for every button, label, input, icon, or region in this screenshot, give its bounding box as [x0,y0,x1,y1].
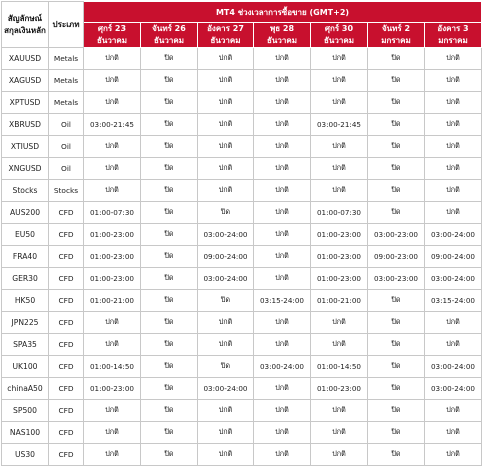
schedule-cell: ปกติ [84,422,141,444]
schedule-cell: ปกติ [311,400,368,422]
schedule-cell: ปกติ [425,422,482,444]
schedule-cell: 01:00-23:00 [84,268,141,290]
schedule-cell: ปกติ [254,202,311,224]
symbol-cell: FRA40 [2,246,49,268]
table-body [2,48,482,466]
schedule-cell: ปกติ [84,444,141,466]
type-cell: CFD [49,246,84,268]
schedule-cell: 01:00-23:00 [84,246,141,268]
schedule-cell: ปกติ [425,158,482,180]
schedule-cell: ปกติ [254,136,311,158]
table-row [2,334,482,356]
type-cell: CFD [49,312,84,334]
table-title: MT4 ช่วงเวลาการซื้อขาย (GMT+2) [84,2,482,23]
symbol-cell: XPTUSD [2,92,49,114]
type-cell: CFD [49,290,84,312]
table-row [2,246,482,268]
schedule-cell: ปิด [141,114,198,136]
schedule-cell: ปกติ [311,48,368,70]
symbol-column-header: สัญลักษณ์ สกุลเงินหลัก [2,2,49,48]
schedule-cell: ปิด [141,268,198,290]
schedule-cell: 01:00-23:00 [311,378,368,400]
schedule-cell: ปกติ [425,444,482,466]
schedule-cell: ปกติ [84,334,141,356]
schedule-cell: ปกติ [425,180,482,202]
schedule-cell: ปกติ [198,158,254,180]
schedule-cell: ปกติ [254,334,311,356]
day-header-mon-2: จันทร์ 2 มกราคม [368,23,425,48]
schedule-cell: ปิด [141,400,198,422]
symbol-cell: chinaA50 [2,378,49,400]
table-row [2,400,482,422]
schedule-cell: ปกติ [254,92,311,114]
schedule-cell: ปิด [368,312,425,334]
schedule-cell: ปกติ [254,400,311,422]
schedule-cell: 03:00-24:00 [198,268,254,290]
schedule-cell: 03:00-24:00 [425,224,482,246]
schedule-cell: ปกติ [425,136,482,158]
schedule-cell: ปิด [368,48,425,70]
schedule-cell: ปิด [141,224,198,246]
table-row [2,158,482,180]
schedule-cell: 01:00-21:00 [311,290,368,312]
type-cell: Oil [49,158,84,180]
schedule-cell: ปกติ [254,422,311,444]
schedule-cell: ปกติ [311,180,368,202]
schedule-cell: 03:00-24:00 [425,378,482,400]
schedule-cell: ปกติ [425,202,482,224]
schedule-cell: ปิด [198,290,254,312]
schedule-cell: ปกติ [198,180,254,202]
table-row [2,202,482,224]
symbol-cell: GER30 [2,268,49,290]
schedule-cell: ปกติ [84,312,141,334]
schedule-cell: ปกติ [311,312,368,334]
type-cell: Metals [49,48,84,70]
schedule-cell: ปิด [198,356,254,378]
schedule-cell: 09:00-24:00 [198,246,254,268]
schedule-cell: ปิด [141,92,198,114]
table-row [2,224,482,246]
schedule-cell: ปกติ [425,92,482,114]
schedule-cell: ปกติ [84,92,141,114]
schedule-cell: 03:15-24:00 [425,290,482,312]
schedule-cell: ปกติ [198,312,254,334]
schedule-cell: ปกติ [84,180,141,202]
schedule-cell: ปิด [368,422,425,444]
schedule-cell: 03:00-23:00 [368,224,425,246]
schedule-cell: 03:15-24:00 [254,290,311,312]
schedule-cell: ปิด [141,444,198,466]
symbol-cell: XNGUSD [2,158,49,180]
table-row [2,268,482,290]
schedule-cell: ปกติ [198,334,254,356]
schedule-cell: ปกติ [311,92,368,114]
schedule-cell: ปิด [368,180,425,202]
schedule-cell: 03:00-24:00 [425,356,482,378]
table-row [2,378,482,400]
schedule-cell: ปิด [141,378,198,400]
schedule-cell: ปกติ [84,158,141,180]
schedule-cell: ปกติ [425,312,482,334]
symbol-cell: JPN225 [2,312,49,334]
symbol-cell: XAGUSD [2,70,49,92]
schedule-cell: ปิด [141,70,198,92]
type-cell: Oil [49,136,84,158]
schedule-cell: ปกติ [254,48,311,70]
symbol-cell: US30 [2,444,49,466]
schedule-cell: 01:00-23:00 [84,224,141,246]
type-cell: Oil [49,114,84,136]
schedule-cell: ปิด [368,356,425,378]
schedule-cell: ปิด [368,444,425,466]
table-row [2,70,482,92]
schedule-cell: ปกติ [254,224,311,246]
schedule-cell: ปิด [141,312,198,334]
schedule-cell: ปกติ [254,70,311,92]
table-row [2,356,482,378]
symbol-cell: XAUUSD [2,48,49,70]
schedule-cell: ปกติ [254,180,311,202]
schedule-cell: ปกติ [254,268,311,290]
schedule-cell: ปิด [368,114,425,136]
schedule-cell: ปกติ [311,444,368,466]
schedule-cell: ปกติ [198,136,254,158]
type-column-header: ประเภท [49,2,84,48]
schedule-cell: ปกติ [198,114,254,136]
day-header-fri-30: ศุกร์ 30 ธันวาคม [311,23,368,48]
schedule-cell: ปกติ [198,444,254,466]
schedule-cell: ปิด [368,158,425,180]
schedule-cell: ปกติ [311,158,368,180]
schedule-cell: ปิด [141,246,198,268]
schedule-cell: 01:00-07:30 [84,202,141,224]
trading-hours-table [1,1,482,466]
table-row [2,180,482,202]
symbol-cell: SPA35 [2,334,49,356]
schedule-cell: ปิด [368,378,425,400]
schedule-cell: ปิด [141,290,198,312]
schedule-cell: ปิด [141,48,198,70]
schedule-cell: 03:00-24:00 [198,378,254,400]
schedule-cell: ปกติ [311,70,368,92]
schedule-cell: ปิด [141,136,198,158]
schedule-cell: ปิด [198,202,254,224]
schedule-cell: ปิด [368,202,425,224]
table-row [2,114,482,136]
symbol-cell: XTIUSD [2,136,49,158]
schedule-cell: ปิด [368,334,425,356]
table-row [2,136,482,158]
schedule-cell: ปกติ [254,312,311,334]
schedule-cell: 01:00-14:50 [311,356,368,378]
schedule-cell: 01:00-21:00 [84,290,141,312]
schedule-cell: 03:00-23:00 [368,268,425,290]
schedule-cell: ปิด [141,180,198,202]
schedule-cell: 01:00-23:00 [311,246,368,268]
type-cell: Stocks [49,180,84,202]
type-cell: CFD [49,356,84,378]
table-row [2,312,482,334]
symbol-cell: SP500 [2,400,49,422]
schedule-cell: ปกติ [311,334,368,356]
schedule-cell: ปกติ [198,92,254,114]
schedule-cell: ปกติ [254,444,311,466]
schedule-cell: ปิด [141,422,198,444]
schedule-cell: ปิด [368,92,425,114]
schedule-cell: ปกติ [425,48,482,70]
schedule-cell: ปกติ [311,422,368,444]
type-cell: CFD [49,400,84,422]
schedule-cell: ปกติ [84,48,141,70]
schedule-cell: ปิด [141,202,198,224]
schedule-cell: ปกติ [254,158,311,180]
table-row [2,48,482,70]
schedule-cell: ปกติ [254,114,311,136]
day-header-wed-28: พุธ 28 ธันวาคม [254,23,311,48]
day-header-tue-3: อังคาร 3 มกราคม [425,23,482,48]
schedule-cell: 03:00-21:45 [311,114,368,136]
type-cell: CFD [49,334,84,356]
schedule-cell: ปกติ [84,136,141,158]
schedule-cell: ปกติ [198,400,254,422]
type-cell: CFD [49,224,84,246]
schedule-cell: ปิด [141,356,198,378]
schedule-cell: ปกติ [425,334,482,356]
schedule-cell: 03:00-21:45 [84,114,141,136]
schedule-cell: 01:00-14:50 [84,356,141,378]
schedule-cell: ปกติ [311,136,368,158]
table-row [2,92,482,114]
schedule-cell: 03:00-24:00 [254,356,311,378]
symbol-cell: XBRUSD [2,114,49,136]
schedule-cell: ปิด [368,136,425,158]
schedule-cell: ปิด [368,70,425,92]
symbol-cell: HK50 [2,290,49,312]
schedule-cell: 01:00-23:00 [311,268,368,290]
type-cell: CFD [49,444,84,466]
schedule-cell: 01:00-07:30 [311,202,368,224]
type-cell: CFD [49,202,84,224]
schedule-cell: 03:00-24:00 [198,224,254,246]
schedule-cell: ปกติ [254,246,311,268]
schedule-cell: 03:00-24:00 [425,268,482,290]
schedule-cell: 01:00-23:00 [311,224,368,246]
schedule-cell: ปกติ [254,378,311,400]
type-cell: CFD [49,378,84,400]
symbol-cell: UK100 [2,356,49,378]
schedule-cell: ปกติ [425,400,482,422]
schedule-cell: ปิด [141,334,198,356]
type-cell: CFD [49,422,84,444]
schedule-cell: ปกติ [198,422,254,444]
symbol-cell: NAS100 [2,422,49,444]
table-row [2,422,482,444]
schedule-cell: ปกติ [198,48,254,70]
table-row [2,444,482,466]
table-row [2,290,482,312]
day-header-fri-23: ศุกร์ 23 ธันวาคม [84,23,141,48]
schedule-cell: 01:00-23:00 [84,378,141,400]
schedule-cell: ปิด [141,158,198,180]
schedule-cell: ปกติ [198,70,254,92]
schedule-cell: ปกติ [84,400,141,422]
type-cell: Metals [49,70,84,92]
schedule-cell: ปิด [368,290,425,312]
type-cell: Metals [49,92,84,114]
schedule-cell: ปกติ [425,70,482,92]
schedule-cell: ปกติ [425,114,482,136]
symbol-cell: EU50 [2,224,49,246]
symbol-cell: AUS200 [2,202,49,224]
schedule-cell: ปิด [368,400,425,422]
symbol-cell: Stocks [2,180,49,202]
day-header-tue-27: อังคาร 27 ธันวาคม [198,23,254,48]
schedule-cell: ปกติ [84,70,141,92]
day-header-mon-26: จันทร์ 26 ธันวาคม [141,23,198,48]
type-cell: CFD [49,268,84,290]
schedule-cell: 09:00-23:00 [368,246,425,268]
schedule-cell: 09:00-24:00 [425,246,482,268]
